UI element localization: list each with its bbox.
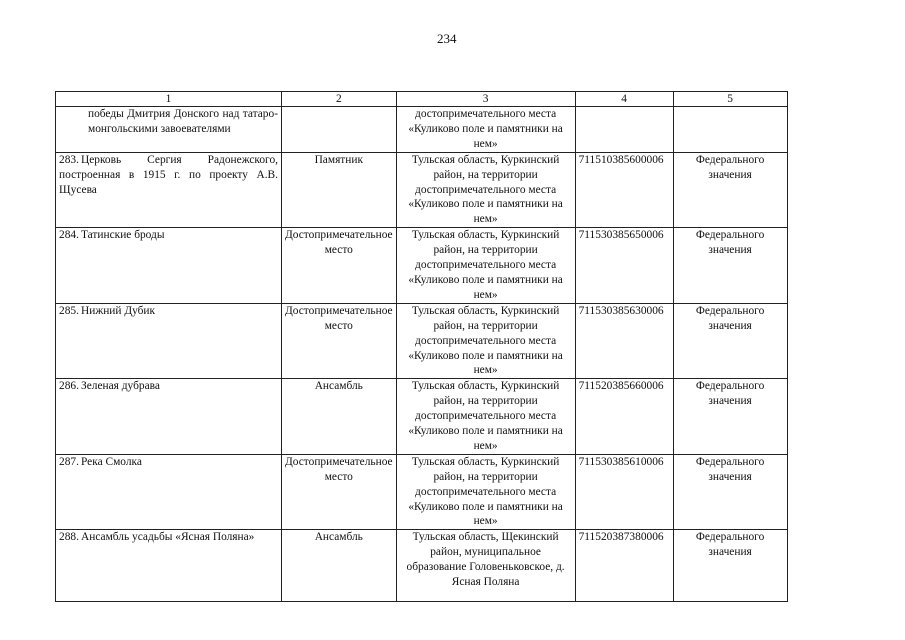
- object-category: [673, 107, 787, 153]
- object-code: 711520387380006: [575, 530, 673, 602]
- row-number: 288.: [59, 531, 79, 544]
- object-code: 711530385650006: [575, 228, 673, 304]
- object-name: Церковь Сергия Радонежского, построенная в 1915 г. по проекту А.В. Щусева: [59, 153, 278, 196]
- object-category: Федерального значения: [673, 152, 787, 228]
- object-location: Тульская область, Куркинский район, на территории достопримечательного места «Куликово поле и памятники на нем»: [396, 228, 575, 304]
- object-code: [575, 107, 673, 153]
- object-code: 711530385630006: [575, 303, 673, 379]
- object-location: Тульская область, Куркинский район, на территории достопримечательного места «Куликово поле и памятники на нем»: [396, 152, 575, 228]
- table-row: [56, 228, 788, 304]
- row-number: 283.: [59, 153, 79, 166]
- column-header-5: 5: [673, 92, 787, 107]
- page-number: 234: [437, 31, 457, 46]
- column-header-3: 3: [396, 92, 575, 107]
- table-row: [56, 152, 788, 228]
- object-category: Федерального значения: [673, 454, 787, 530]
- object-category: Федерального значения: [673, 228, 787, 304]
- object-name: Татинские броды: [81, 229, 165, 242]
- row-number: 285.: [59, 304, 79, 317]
- object-name: победы Дмитрия Донского над татаро-монгольскими завоевателями: [56, 107, 282, 153]
- table-header: [56, 92, 788, 107]
- row-number: 286.: [59, 380, 79, 393]
- object-type: Памятник: [282, 152, 397, 228]
- object-name-cell: [56, 379, 282, 455]
- object-code: 711530385610006: [575, 454, 673, 530]
- table-row: [56, 530, 788, 602]
- object-type: Достопримечательное место: [282, 303, 397, 379]
- object-category: Федерального значения: [673, 303, 787, 379]
- object-type: Достопримечательное место: [282, 228, 397, 304]
- object-code: 711510385600006: [575, 152, 673, 228]
- table-row: [56, 454, 788, 530]
- object-code: 711520385660006: [575, 379, 673, 455]
- object-location: достопримечательного места «Куликово поле и памятники на нем»: [396, 107, 575, 153]
- object-location: Тульская область, Куркинский район, на территории достопримечательного места «Куликово поле и памятники на нем»: [396, 379, 575, 455]
- object-name-cell: [56, 152, 282, 228]
- heritage-registry-table: [55, 91, 788, 602]
- column-header-1: 1: [56, 92, 282, 107]
- object-name: Ансамбль усадьбы «Ясная Поляна»: [81, 531, 255, 544]
- object-location: Тульская область, Щекинский район, муниципальное образование Головеньковское, д. Ясная Поляна: [396, 530, 575, 602]
- row-number: 284.: [59, 229, 79, 242]
- row-number: 287.: [59, 455, 79, 468]
- object-type: [282, 107, 397, 153]
- object-name: Зеленая дубрава: [81, 380, 160, 393]
- column-header-2: 2: [282, 92, 397, 107]
- object-type: Ансамбль: [282, 530, 397, 602]
- object-location: Тульская область, Куркинский район, на территории достопримечательного места «Куликово поле и памятники на нем»: [396, 303, 575, 379]
- object-type: Достопримечательное место: [282, 454, 397, 530]
- object-name-cell: [56, 228, 282, 304]
- object-location: Тульская область, Куркинский район, на территории достопримечательного места «Куликово поле и памятники на нем»: [396, 454, 575, 530]
- column-header-4: 4: [575, 92, 673, 107]
- object-category: Федерального значения: [673, 379, 787, 455]
- object-category: Федерального значения: [673, 530, 787, 602]
- table-row: [56, 379, 788, 455]
- object-type: Ансамбль: [282, 379, 397, 455]
- object-name-cell: [56, 454, 282, 530]
- header-row: [56, 92, 788, 107]
- object-name: Нижний Дубик: [81, 304, 156, 317]
- object-name: Река Смолка: [81, 455, 142, 468]
- object-name-cell: [56, 303, 282, 379]
- table-row: [56, 303, 788, 379]
- table-row-continued: [56, 107, 788, 153]
- object-name-cell: [56, 530, 282, 602]
- table-body: [56, 107, 788, 602]
